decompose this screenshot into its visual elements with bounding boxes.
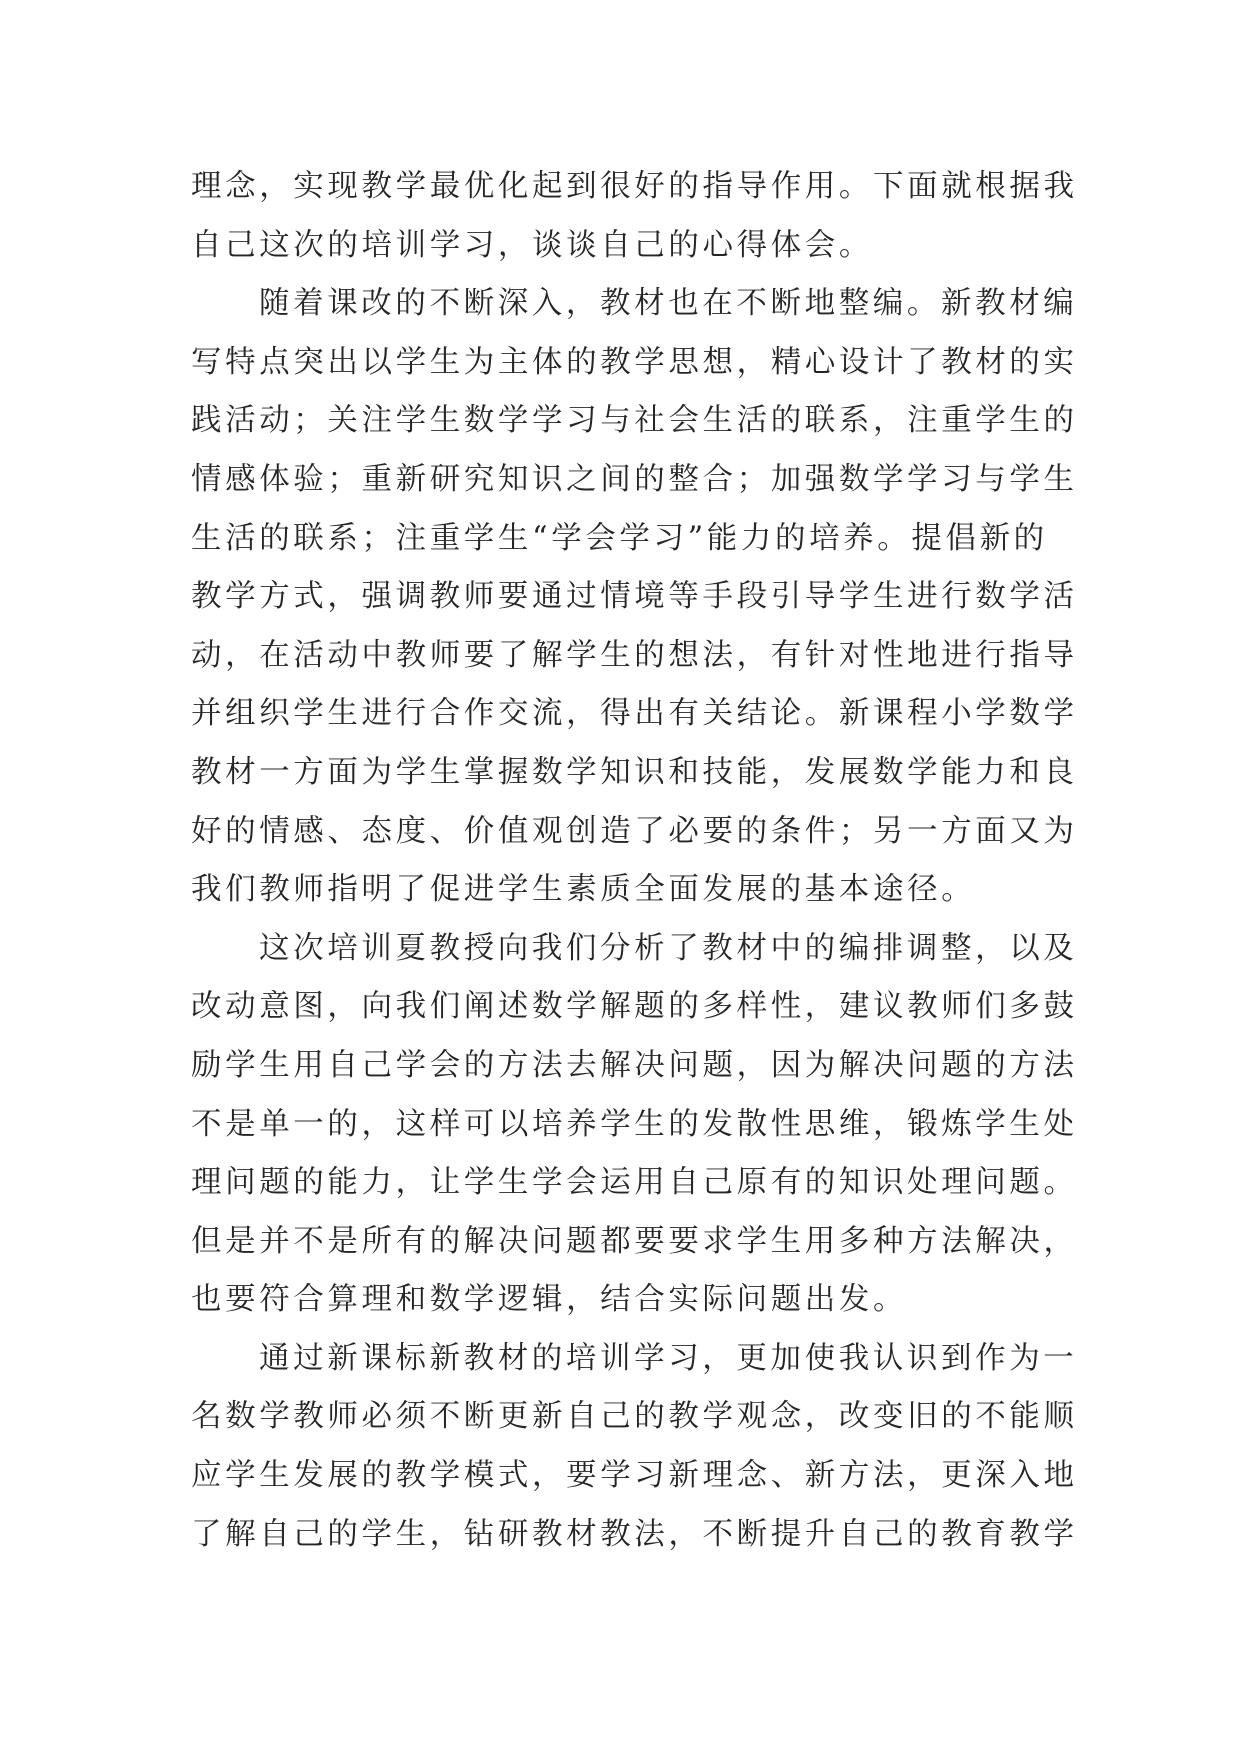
text-line: 并组织学生进行合作交流，得出有关结论。新课程小学数学 <box>191 696 1078 732</box>
paragraph-start-line: 通过新课标新教材的培训学习，更加使我认识到作为一 <box>259 1340 1078 1376</box>
text-line: 理念，实现教学最优化起到很好的指导作用。下面就根据我 <box>191 169 1078 204</box>
text-line: 了解自己的学生，钻研教材教法，不断提升自己的教育教学 <box>191 1516 1078 1552</box>
text-line: 名数学教师必须不断更新自己的教学观念，改变旧的不能顺 <box>191 1399 1078 1435</box>
text-line: 但是并不是所有的解决问题都要要求学生用多种方法解决， <box>191 1223 1078 1259</box>
text-line: 理问题的能力，让学生学会运用自己原有的知识处理问题。 <box>191 1165 1078 1201</box>
paragraph-start-line: 这次培训夏教授向我们分析了教材中的编排调整，以及 <box>259 930 1078 966</box>
body-text <box>191 158 1078 1564</box>
text-line: 改动意图，向我们阐述数学解题的多样性，建议教师们多鼓 <box>191 989 1078 1025</box>
text-line: 我们教师指明了促进学生素质全面发展的基本途径。 <box>191 872 976 908</box>
paragraph-start-line: 随着课改的不断深入，教材也在不断地整编。新教材编 <box>259 286 1078 322</box>
text-line: 好的情感、态度、价值观创造了必要的条件；另一方面又为 <box>191 813 1078 849</box>
text-line: 励学生用自己学会的方法去解决问题，因为解决问题的方法 <box>191 1047 1078 1083</box>
text-line: 写特点突出以学生为主体的教学思想，精心设计了教材的实 <box>191 344 1078 380</box>
text-line: 自己这次的培训学习，谈谈自己的心得体会。 <box>191 227 873 263</box>
text-line: 情感体验；重新研究知识之间的整合；加强数学学习与学生 <box>191 461 1078 497</box>
text-line: 生活的联系；注重学生“学会学习”能力的培养。提倡新的 <box>191 520 1048 556</box>
text-line: 应学生发展的教学模式，要学习新理念、新方法，更深入地 <box>191 1458 1078 1494</box>
text-line: 教学方式，强调教师要通过情境等手段引导学生进行数学活 <box>191 579 1078 615</box>
text-line: 也要符合算理和数学逻辑，结合实际问题出发。 <box>191 1282 908 1318</box>
text-line: 不是单一的，这样可以培养学生的发散性思维，锻炼学生处 <box>191 1106 1078 1142</box>
text-line: 动，在活动中教师要了解学生的想法，有针对性地进行指导 <box>191 637 1078 673</box>
text-line: 践活动；关注学生数学学习与社会生活的联系，注重学生的 <box>191 403 1078 439</box>
text-line: 教材一方面为学生掌握数学知识和技能，发展数学能力和良 <box>191 754 1078 790</box>
